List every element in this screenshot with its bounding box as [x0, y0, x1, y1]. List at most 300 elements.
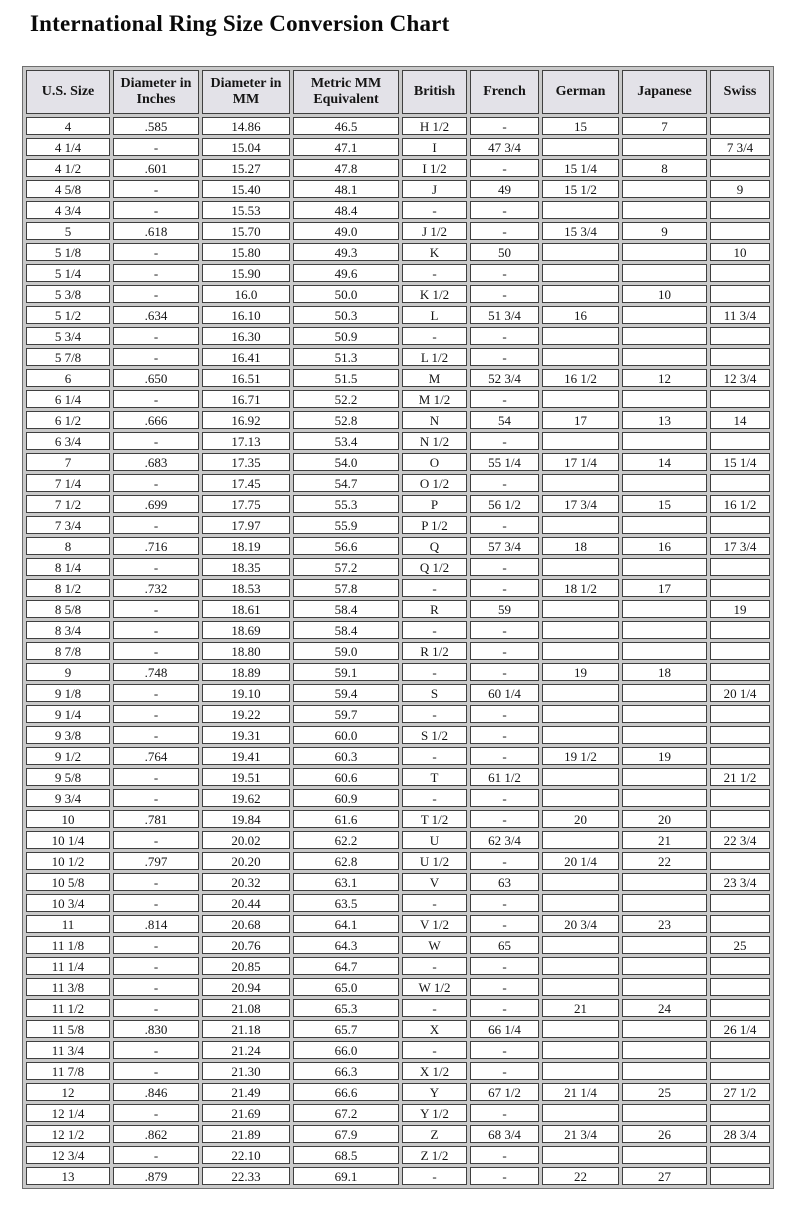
column-header-british: British	[402, 70, 467, 114]
table-cell: 11 3/4	[710, 306, 770, 324]
table-cell: 49	[470, 180, 539, 198]
table-cell: 26	[622, 1125, 707, 1143]
table-cell	[542, 600, 619, 618]
table-cell	[622, 894, 707, 912]
table-cell: 20.44	[202, 894, 290, 912]
table-cell: 47.1	[293, 138, 399, 156]
table-cell: 58.4	[293, 600, 399, 618]
table-cell: -	[113, 957, 199, 975]
table-cell: W 1/2	[402, 978, 467, 996]
table-cell: 52 3/4	[470, 369, 539, 387]
table-cell: .862	[113, 1125, 199, 1143]
table-cell: -	[113, 936, 199, 954]
table-cell: W	[402, 936, 467, 954]
table-cell: -	[402, 705, 467, 723]
table-cell	[542, 1146, 619, 1164]
table-cell: 7 1/4	[26, 474, 110, 492]
table-cell: 58.4	[293, 621, 399, 639]
table-cell: 12 1/2	[26, 1125, 110, 1143]
table-cell	[542, 1062, 619, 1080]
table-cell: 12 3/4	[710, 369, 770, 387]
table-cell: -	[113, 705, 199, 723]
table-cell	[710, 327, 770, 345]
table-cell	[542, 264, 619, 282]
table-cell	[542, 957, 619, 975]
table-row	[26, 789, 770, 807]
table-cell: 10 1/4	[26, 831, 110, 849]
table-cell: .748	[113, 663, 199, 681]
table-cell: 17.97	[202, 516, 290, 534]
table-cell	[542, 621, 619, 639]
table-cell	[710, 558, 770, 576]
table-cell: 16.71	[202, 390, 290, 408]
table-cell: -	[470, 642, 539, 660]
table-cell: 4 1/2	[26, 159, 110, 177]
table-row	[26, 768, 770, 786]
table-cell: 23	[622, 915, 707, 933]
table-cell: 14.86	[202, 117, 290, 135]
table-cell: 5 3/8	[26, 285, 110, 303]
table-cell	[710, 1104, 770, 1122]
table-cell: 10 3/4	[26, 894, 110, 912]
table-cell: 57 3/4	[470, 537, 539, 555]
table-cell	[710, 621, 770, 639]
table-cell	[542, 516, 619, 534]
table-cell: 21.49	[202, 1083, 290, 1101]
table-cell: .879	[113, 1167, 199, 1185]
table-cell: 9 3/8	[26, 726, 110, 744]
table-row	[26, 1020, 770, 1038]
table-cell: 10	[622, 285, 707, 303]
table-cell: I	[402, 138, 467, 156]
table-cell: 55 1/4	[470, 453, 539, 471]
table-cell: 21 1/2	[710, 768, 770, 786]
table-cell: 16.51	[202, 369, 290, 387]
table-cell: -	[470, 348, 539, 366]
table-cell: 60.3	[293, 747, 399, 765]
table-cell: -	[113, 768, 199, 786]
table-body	[26, 117, 770, 1185]
table-cell: 13	[622, 411, 707, 429]
table-cell	[542, 873, 619, 891]
table-cell: 47 3/4	[470, 138, 539, 156]
table-cell: Q	[402, 537, 467, 555]
table-cell: 16 1/2	[542, 369, 619, 387]
table-cell: -	[470, 264, 539, 282]
table-cell: 53.4	[293, 432, 399, 450]
table-cell: 16.10	[202, 306, 290, 324]
table-cell: 4	[26, 117, 110, 135]
table-cell: X	[402, 1020, 467, 1038]
table-cell: -	[470, 201, 539, 219]
table-cell: T 1/2	[402, 810, 467, 828]
table-cell: 18.89	[202, 663, 290, 681]
table-cell: -	[470, 1167, 539, 1185]
table-cell: 52.2	[293, 390, 399, 408]
table-cell: -	[113, 1104, 199, 1122]
table-cell	[710, 894, 770, 912]
table-cell	[622, 138, 707, 156]
table-cell: 49.3	[293, 243, 399, 261]
table-cell	[622, 306, 707, 324]
table-cell: 18	[542, 537, 619, 555]
table-cell	[542, 936, 619, 954]
table-cell: 50	[470, 243, 539, 261]
table-cell: -	[402, 579, 467, 597]
table-cell: 7	[26, 453, 110, 471]
column-header-german: German	[542, 70, 619, 114]
table-cell: -	[113, 642, 199, 660]
table-cell: 17	[622, 579, 707, 597]
table-cell: 18.53	[202, 579, 290, 597]
table-cell	[542, 768, 619, 786]
table-cell: 17 3/4	[710, 537, 770, 555]
table-cell: -	[470, 579, 539, 597]
table-cell: 66.6	[293, 1083, 399, 1101]
table-cell: 11 7/8	[26, 1062, 110, 1080]
table-cell: -	[113, 348, 199, 366]
table-cell: 24	[622, 999, 707, 1017]
table-cell: -	[402, 1167, 467, 1185]
table-row	[26, 327, 770, 345]
column-header-french: French	[470, 70, 539, 114]
table-cell: 5 7/8	[26, 348, 110, 366]
table-cell: -	[470, 432, 539, 450]
table-cell: .764	[113, 747, 199, 765]
table-cell: 54.0	[293, 453, 399, 471]
table-cell: 18.61	[202, 600, 290, 618]
column-header-diameter-in-inches: Diameter in Inches	[113, 70, 199, 114]
table-cell: -	[470, 789, 539, 807]
table-cell: -	[470, 390, 539, 408]
table-cell: 9	[622, 222, 707, 240]
table-cell: .814	[113, 915, 199, 933]
ring-size-conversion-table	[22, 66, 774, 1189]
table-cell	[710, 201, 770, 219]
table-cell	[710, 978, 770, 996]
table-cell: 6	[26, 369, 110, 387]
table-cell: 15.04	[202, 138, 290, 156]
table-cell: 19 1/2	[542, 747, 619, 765]
table-cell: 11 3/4	[26, 1041, 110, 1059]
table-cell: 19.84	[202, 810, 290, 828]
table-cell: 18.69	[202, 621, 290, 639]
table-cell: -	[402, 264, 467, 282]
table-cell: 63	[470, 873, 539, 891]
table-cell: 64.3	[293, 936, 399, 954]
table-cell: 22.10	[202, 1146, 290, 1164]
table-cell: 18.19	[202, 537, 290, 555]
table-cell	[542, 390, 619, 408]
table-cell: 21 3/4	[542, 1125, 619, 1143]
table-cell: U 1/2	[402, 852, 467, 870]
table-cell	[710, 1167, 770, 1185]
table-row	[26, 1104, 770, 1122]
table-cell: -	[402, 1041, 467, 1059]
table-cell: 9 5/8	[26, 768, 110, 786]
table-cell: 15.53	[202, 201, 290, 219]
table-cell: 16.41	[202, 348, 290, 366]
table-cell: .830	[113, 1020, 199, 1038]
table-cell: 18.80	[202, 642, 290, 660]
table-cell: 16	[622, 537, 707, 555]
table-cell: 22	[622, 852, 707, 870]
table-cell: -	[113, 138, 199, 156]
column-header-swiss: Swiss	[710, 70, 770, 114]
table-cell: 7	[622, 117, 707, 135]
table-cell: 63.1	[293, 873, 399, 891]
table-cell: -	[113, 516, 199, 534]
table-cell: -	[470, 915, 539, 933]
table-cell	[622, 1020, 707, 1038]
table-cell: 23 3/4	[710, 873, 770, 891]
table-cell: -	[113, 285, 199, 303]
table-cell	[542, 684, 619, 702]
table-cell: -	[470, 474, 539, 492]
table-cell: Y 1/2	[402, 1104, 467, 1122]
table-cell	[542, 348, 619, 366]
table-row	[26, 222, 770, 240]
table-row	[26, 285, 770, 303]
table-cell	[710, 810, 770, 828]
table-cell: -	[113, 726, 199, 744]
table-row	[26, 138, 770, 156]
table-cell: 54.7	[293, 474, 399, 492]
table-cell: -	[113, 327, 199, 345]
table-cell: 21.69	[202, 1104, 290, 1122]
table-cell: 17 1/4	[542, 453, 619, 471]
table-cell: 51.5	[293, 369, 399, 387]
table-cell	[622, 684, 707, 702]
table-cell: 4 3/4	[26, 201, 110, 219]
table-cell: 46.5	[293, 117, 399, 135]
table-cell: M 1/2	[402, 390, 467, 408]
table-row	[26, 642, 770, 660]
table-cell: H 1/2	[402, 117, 467, 135]
table-row	[26, 684, 770, 702]
table-cell: 21.08	[202, 999, 290, 1017]
table-cell: 17.45	[202, 474, 290, 492]
table-cell: 60.6	[293, 768, 399, 786]
table-cell: 64.7	[293, 957, 399, 975]
table-cell: -	[402, 957, 467, 975]
table-cell: 8 1/4	[26, 558, 110, 576]
table-cell: 5 3/4	[26, 327, 110, 345]
table-header	[26, 70, 770, 114]
table-cell: 8 3/4	[26, 621, 110, 639]
table-cell: L	[402, 306, 467, 324]
table-cell: N 1/2	[402, 432, 467, 450]
table-cell	[542, 138, 619, 156]
table-cell: -	[470, 663, 539, 681]
table-cell: 64.1	[293, 915, 399, 933]
table-cell: 63.5	[293, 894, 399, 912]
table-cell: 65	[470, 936, 539, 954]
table-cell	[622, 621, 707, 639]
table-cell	[710, 516, 770, 534]
table-cell: 65.7	[293, 1020, 399, 1038]
table-row	[26, 453, 770, 471]
table-cell: X 1/2	[402, 1062, 467, 1080]
table-row	[26, 159, 770, 177]
table-cell: 68.5	[293, 1146, 399, 1164]
table-cell: 59.7	[293, 705, 399, 723]
table-row	[26, 369, 770, 387]
table-cell: Y	[402, 1083, 467, 1101]
table-cell	[622, 327, 707, 345]
table-cell: 20.20	[202, 852, 290, 870]
table-row	[26, 495, 770, 513]
table-cell: 49.0	[293, 222, 399, 240]
table-cell: 12	[622, 369, 707, 387]
table-cell: 27 1/2	[710, 1083, 770, 1101]
table-cell	[710, 957, 770, 975]
table-cell: .618	[113, 222, 199, 240]
table-cell: -	[113, 831, 199, 849]
table-cell: 5	[26, 222, 110, 240]
table-cell	[710, 1146, 770, 1164]
table-cell: 21	[622, 831, 707, 849]
table-cell: 66.3	[293, 1062, 399, 1080]
table-cell: 9 3/4	[26, 789, 110, 807]
table-cell: 20.85	[202, 957, 290, 975]
table-cell: -	[470, 810, 539, 828]
table-cell: S	[402, 684, 467, 702]
table-cell: 6 1/2	[26, 411, 110, 429]
table-cell: J	[402, 180, 467, 198]
table-cell: 50.9	[293, 327, 399, 345]
table-cell: -	[113, 684, 199, 702]
table-cell	[542, 1020, 619, 1038]
table-row	[26, 117, 770, 135]
table-cell: -	[113, 243, 199, 261]
table-cell	[542, 558, 619, 576]
table-cell: O	[402, 453, 467, 471]
table-cell: 17 3/4	[542, 495, 619, 513]
table-cell: 11 1/4	[26, 957, 110, 975]
table-cell: 12 1/4	[26, 1104, 110, 1122]
table-cell	[542, 726, 619, 744]
table-cell: 15 3/4	[542, 222, 619, 240]
table-cell: -	[113, 1146, 199, 1164]
table-cell: 15 1/4	[542, 159, 619, 177]
table-cell: 21.18	[202, 1020, 290, 1038]
table-row	[26, 411, 770, 429]
table-cell: -	[470, 327, 539, 345]
table-cell	[622, 1104, 707, 1122]
table-cell	[622, 957, 707, 975]
table-row	[26, 831, 770, 849]
table-cell: 15.70	[202, 222, 290, 240]
table-cell: Q 1/2	[402, 558, 467, 576]
table-row	[26, 1083, 770, 1101]
table-cell: 61.6	[293, 810, 399, 828]
table-row	[26, 726, 770, 744]
table-cell: K 1/2	[402, 285, 467, 303]
table-cell: 9	[710, 180, 770, 198]
table-cell	[710, 285, 770, 303]
table-cell: 11	[26, 915, 110, 933]
table-cell: 12	[26, 1083, 110, 1101]
table-cell: -	[113, 1062, 199, 1080]
table-cell: 4 5/8	[26, 180, 110, 198]
table-cell: 19.10	[202, 684, 290, 702]
table-cell: 27	[622, 1167, 707, 1185]
table-cell: 49.6	[293, 264, 399, 282]
table-cell: 20	[542, 810, 619, 828]
table-cell: -	[113, 474, 199, 492]
table-cell	[710, 747, 770, 765]
table-cell: -	[113, 390, 199, 408]
table-cell: 48.1	[293, 180, 399, 198]
table-cell: 21.89	[202, 1125, 290, 1143]
table-cell: 15.27	[202, 159, 290, 177]
table-row	[26, 600, 770, 618]
table-cell: 21	[542, 999, 619, 1017]
table-cell: -	[113, 600, 199, 618]
table-cell: .716	[113, 537, 199, 555]
table-row	[26, 474, 770, 492]
column-header-diameter-in-mm: Diameter in MM	[202, 70, 290, 114]
table-cell: -	[113, 1041, 199, 1059]
table-row	[26, 747, 770, 765]
table-cell: 12 3/4	[26, 1146, 110, 1164]
table-cell: .634	[113, 306, 199, 324]
table-cell: -	[470, 159, 539, 177]
table-cell	[710, 789, 770, 807]
table-cell: 16 1/2	[710, 495, 770, 513]
table-cell: 56 1/2	[470, 495, 539, 513]
table-cell: 5 1/8	[26, 243, 110, 261]
table-cell: 20.32	[202, 873, 290, 891]
table-cell: 14	[622, 453, 707, 471]
table-cell: 15 1/2	[542, 180, 619, 198]
table-cell: Z	[402, 1125, 467, 1143]
table-cell	[622, 768, 707, 786]
table-cell: 9 1/2	[26, 747, 110, 765]
table-cell: -	[402, 663, 467, 681]
table-cell	[622, 558, 707, 576]
table-cell	[542, 1041, 619, 1059]
table-cell: -	[402, 999, 467, 1017]
table-cell	[622, 873, 707, 891]
table-cell: .732	[113, 579, 199, 597]
table-cell: 19	[622, 747, 707, 765]
table-cell: 21.30	[202, 1062, 290, 1080]
table-cell: 19.31	[202, 726, 290, 744]
table-row	[26, 1062, 770, 1080]
table-cell: 68 3/4	[470, 1125, 539, 1143]
table-cell: 26 1/4	[710, 1020, 770, 1038]
table-cell: N	[402, 411, 467, 429]
table-cell: -	[470, 999, 539, 1017]
table-cell: -	[470, 516, 539, 534]
table-row	[26, 264, 770, 282]
table-cell: 50.3	[293, 306, 399, 324]
table-row	[26, 516, 770, 534]
table-cell: 65.0	[293, 978, 399, 996]
table-row	[26, 705, 770, 723]
table-cell: 11 1/2	[26, 999, 110, 1017]
table-cell: -	[470, 117, 539, 135]
table-cell	[710, 642, 770, 660]
table-cell: -	[470, 726, 539, 744]
table-cell	[710, 999, 770, 1017]
table-row	[26, 432, 770, 450]
table-cell	[710, 726, 770, 744]
table-row	[26, 201, 770, 219]
table-cell: 47.8	[293, 159, 399, 177]
